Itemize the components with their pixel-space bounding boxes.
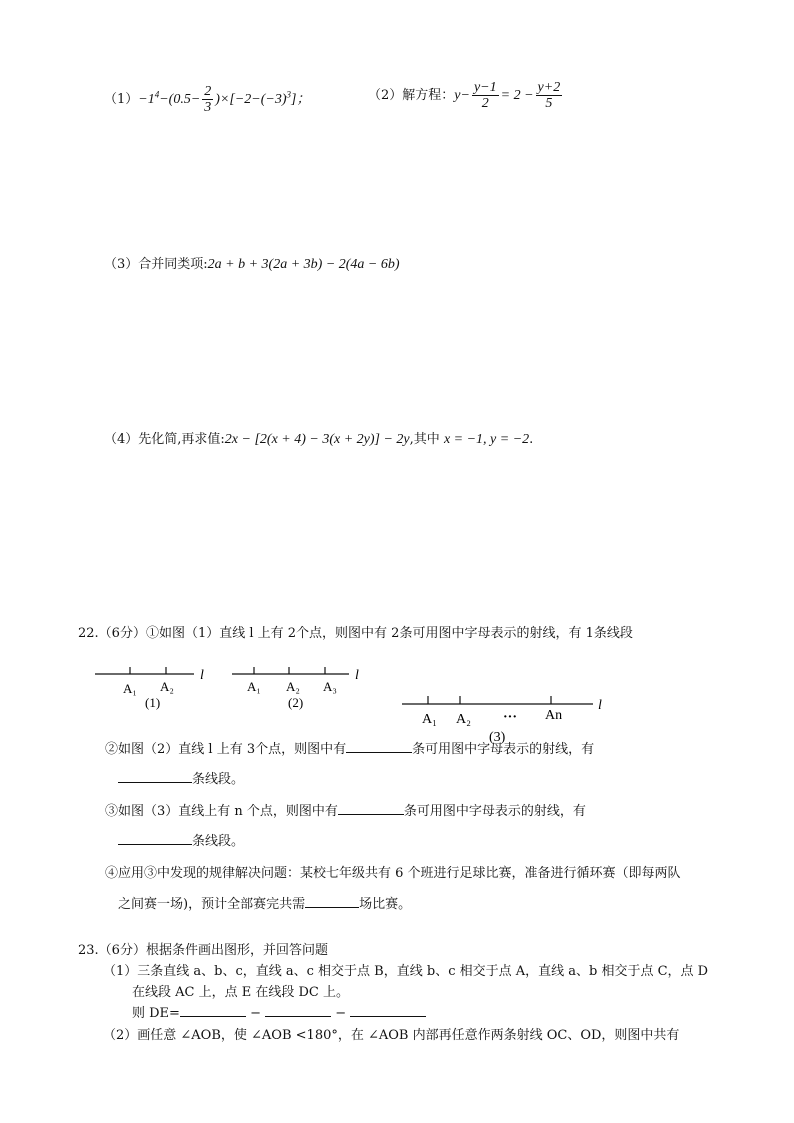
fig1-line-label: l (200, 668, 204, 683)
answer-blank-de-1[interactable] (180, 1002, 246, 1017)
q22-step2-line1: ②如图（2）直线 l 上有 3个点，则图中有 条可用图中字母表示的射线，有 (105, 738, 594, 757)
q22-step3-line2: 条线段。 (118, 830, 244, 849)
fig3-point-a1: A₁ (422, 712, 437, 727)
q23-title: 23.（6分）根据条件画出图形，并回答问题 (78, 943, 328, 958)
q22-step2-line2: 条线段。 (118, 768, 244, 787)
fig1-point-a1: A₁ (123, 681, 137, 696)
answer-blank-de-3[interactable] (350, 1002, 426, 1017)
answer-blank-rays-fig3[interactable] (338, 800, 404, 815)
q22-step4-line2: 之间赛一场)，预计全部赛完共需 场比赛。 (118, 893, 411, 912)
q21-part4: （4）先化简,再求值:2x − [2(x + 4) − 3(x + 2y)] − 2y,其中 x = −1, y = −2. (104, 432, 534, 447)
answer-blank-de-2[interactable] (265, 1002, 331, 1017)
fraction-y-plus-2-over-5: $\frac{y+2}{5}$ (537, 80, 561, 111)
fig3-point-an: An (545, 708, 563, 723)
answer-blank-matches[interactable] (305, 893, 359, 908)
figure-2 (232, 667, 359, 710)
q23-part1-line3: 则 DE= − − (132, 1002, 426, 1021)
fig2-point-a2: A₂ (286, 679, 300, 694)
fig2-caption: (2) (288, 695, 304, 710)
fig3-caption: (3) (489, 730, 506, 745)
fig2-line-label: l (355, 668, 359, 683)
answer-blank-segments-fig3[interactable] (118, 830, 192, 845)
q21-part3: （3）合并同类项:2a + b + 3(2a + 3b) − 2(4a − 6b) (104, 257, 400, 272)
answer-blank-segments-fig2[interactable] (118, 768, 192, 783)
answer-blank-rays-fig2[interactable] (346, 738, 412, 753)
q23-part1-line2: 在线段 AC 上，点 E 在线段 DC 上。 (132, 985, 349, 1000)
fraction-y-minus-1-over-2: $\frac{y-1}{2}$ (473, 80, 497, 111)
fraction-two-thirds: $\frac{2}{3}$ (204, 84, 212, 115)
q22-step4-line1: ④应用③中发现的规律解决问题：某校七年级共有 6 个班进行足球比赛，准备进行循环赛（即每两队 (105, 866, 681, 881)
q23-part1-line1: （1）三条直线 a、b、c，直线 a、c 相交于点 B，直线 b、c 相交于点 A，直线 a、b 相交于点 C，点 D (103, 964, 709, 979)
fig1-point-a2: A₂ (160, 679, 174, 694)
q22-intro: 22.（6分）①如图（1）直线 l 上有 2个点，则图中有 2条可用图中字母表示的射线，有 1条线段 (78, 626, 633, 641)
fig2-point-a1: A₁ (247, 679, 261, 694)
fig1-caption: (1) (145, 695, 161, 710)
q23-part2: （2）画任意 ∠AOB，使 ∠AOB <180°，在 ∠AOB 内部再任意作两条射线 OC、OD，则图中共有 (103, 1028, 680, 1043)
fig3-ellipsis: ··· (503, 710, 518, 725)
fig3-point-a2: A₂ (456, 712, 471, 727)
fig3-line-label: l (598, 698, 602, 713)
q21-part1: $(1)-1^4-(0.5-$ $\frac{2}{3}$ )$\times[-2-(-3)^3]$； (104, 84, 311, 115)
q21-part2: （2）解方程：y− $\frac{y-1}{2}$ = 2 − $\frac{y+2}{5}$ (368, 80, 561, 111)
fig2-point-a3: A₃ (323, 679, 337, 694)
q22-figures (90, 655, 630, 750)
figure-1 (95, 667, 204, 710)
q22-step3-line1: ③如图（3）直线上有 n 个点，则图中有 条可用图中字母表示的射线，有 (105, 800, 586, 819)
